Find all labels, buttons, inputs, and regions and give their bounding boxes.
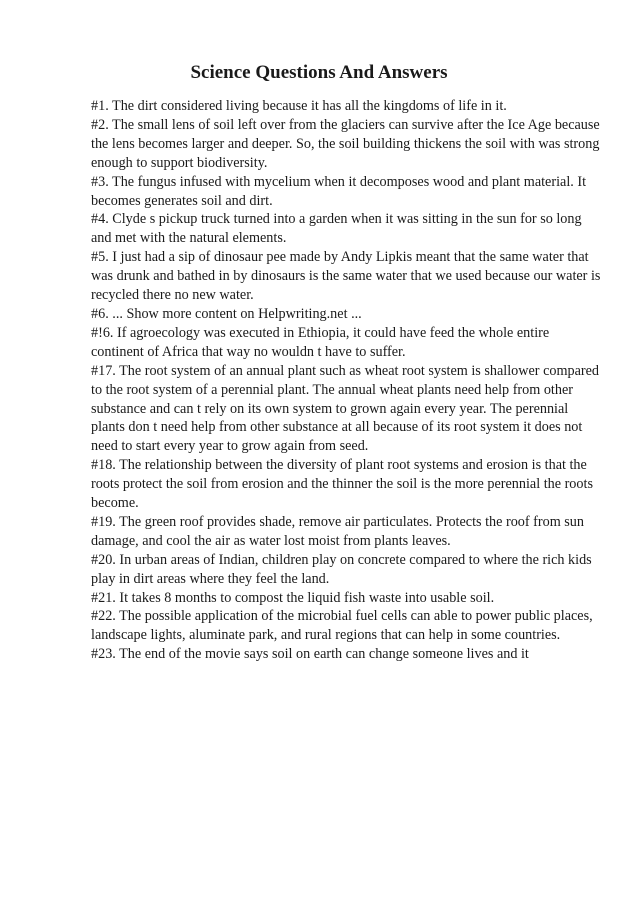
document-title: Science Questions And Answers (190, 62, 448, 83)
answer-paragraph: #17. The root system of an annual plant such as wheat root system is shallower compared to the root system of a perennial plant. The annual wheat plants need help from other substance and can t rely on its own system to grown again every year. The perennial plants don t need help from other substance at all because of its root system it does not need to start every year to grow again from seed. (91, 362, 600, 455)
answer-paragraph: #!6. If agroecology was executed in Ethiopia, it could have feed the whole entire continent of Africa that way no wouldn t have to suffer. (91, 324, 550, 360)
answer-paragraph: #19. The green roof provides shade, remove air particulates. Protects the roof from sun damage, and cool the air as water lost moist from plants leaves. (91, 513, 584, 549)
answer-paragraph: #18. The relationship between the diversity of plant root systems and erosion is that the roots protect the soil from erosion and the thinner the soil is the more perennial the roots become. (91, 457, 593, 512)
answer-paragraph: #3. The fungus infused with mycelium when it decomposes wood and plant material. It becomes generates soil and dirt. (91, 173, 587, 209)
answer-paragraph: #5. I just had a sip of dinosaur pee made by Andy Lipkis meant that the same water that was drunk and bathed in by dinosaurs is the same water that we used because our water is recycled there no new water. (91, 249, 601, 304)
answer-paragraph: #4. Clyde s pickup truck turned into a garden when it was sitting in the sun for so long and met with the natural elements. (91, 211, 582, 247)
document-body (91, 97, 601, 664)
answer-paragraph: #2. The small lens of soil left over from the glaciers can survive after the Ice Age because the lens becomes larger and deeper. So, the soil building thickens the soil with was strong enough to support biodiversity. (91, 116, 600, 171)
answer-paragraph: #20. In urban areas of Indian, children play on concrete compared to where the rich kids play in dirt areas where they feel the land. (91, 551, 592, 587)
answer-paragraph: #1. The dirt considered living because it has all the kingdoms of life in it. (91, 98, 507, 114)
show-more-link[interactable]: #6. ... Show more content on Helpwriting.net ... (91, 305, 362, 322)
answer-paragraph: #23. The end of the movie says soil on earth can change someone lives and it (91, 646, 529, 663)
answer-paragraph: #21. It takes 8 months to compost the liquid fish waste into usable soil. (91, 589, 495, 606)
answer-paragraph: #22. The possible application of the microbial fuel cells can able to power public places, landscape lights, aluminate park, and rural regions that can help in some countries. (91, 608, 593, 644)
